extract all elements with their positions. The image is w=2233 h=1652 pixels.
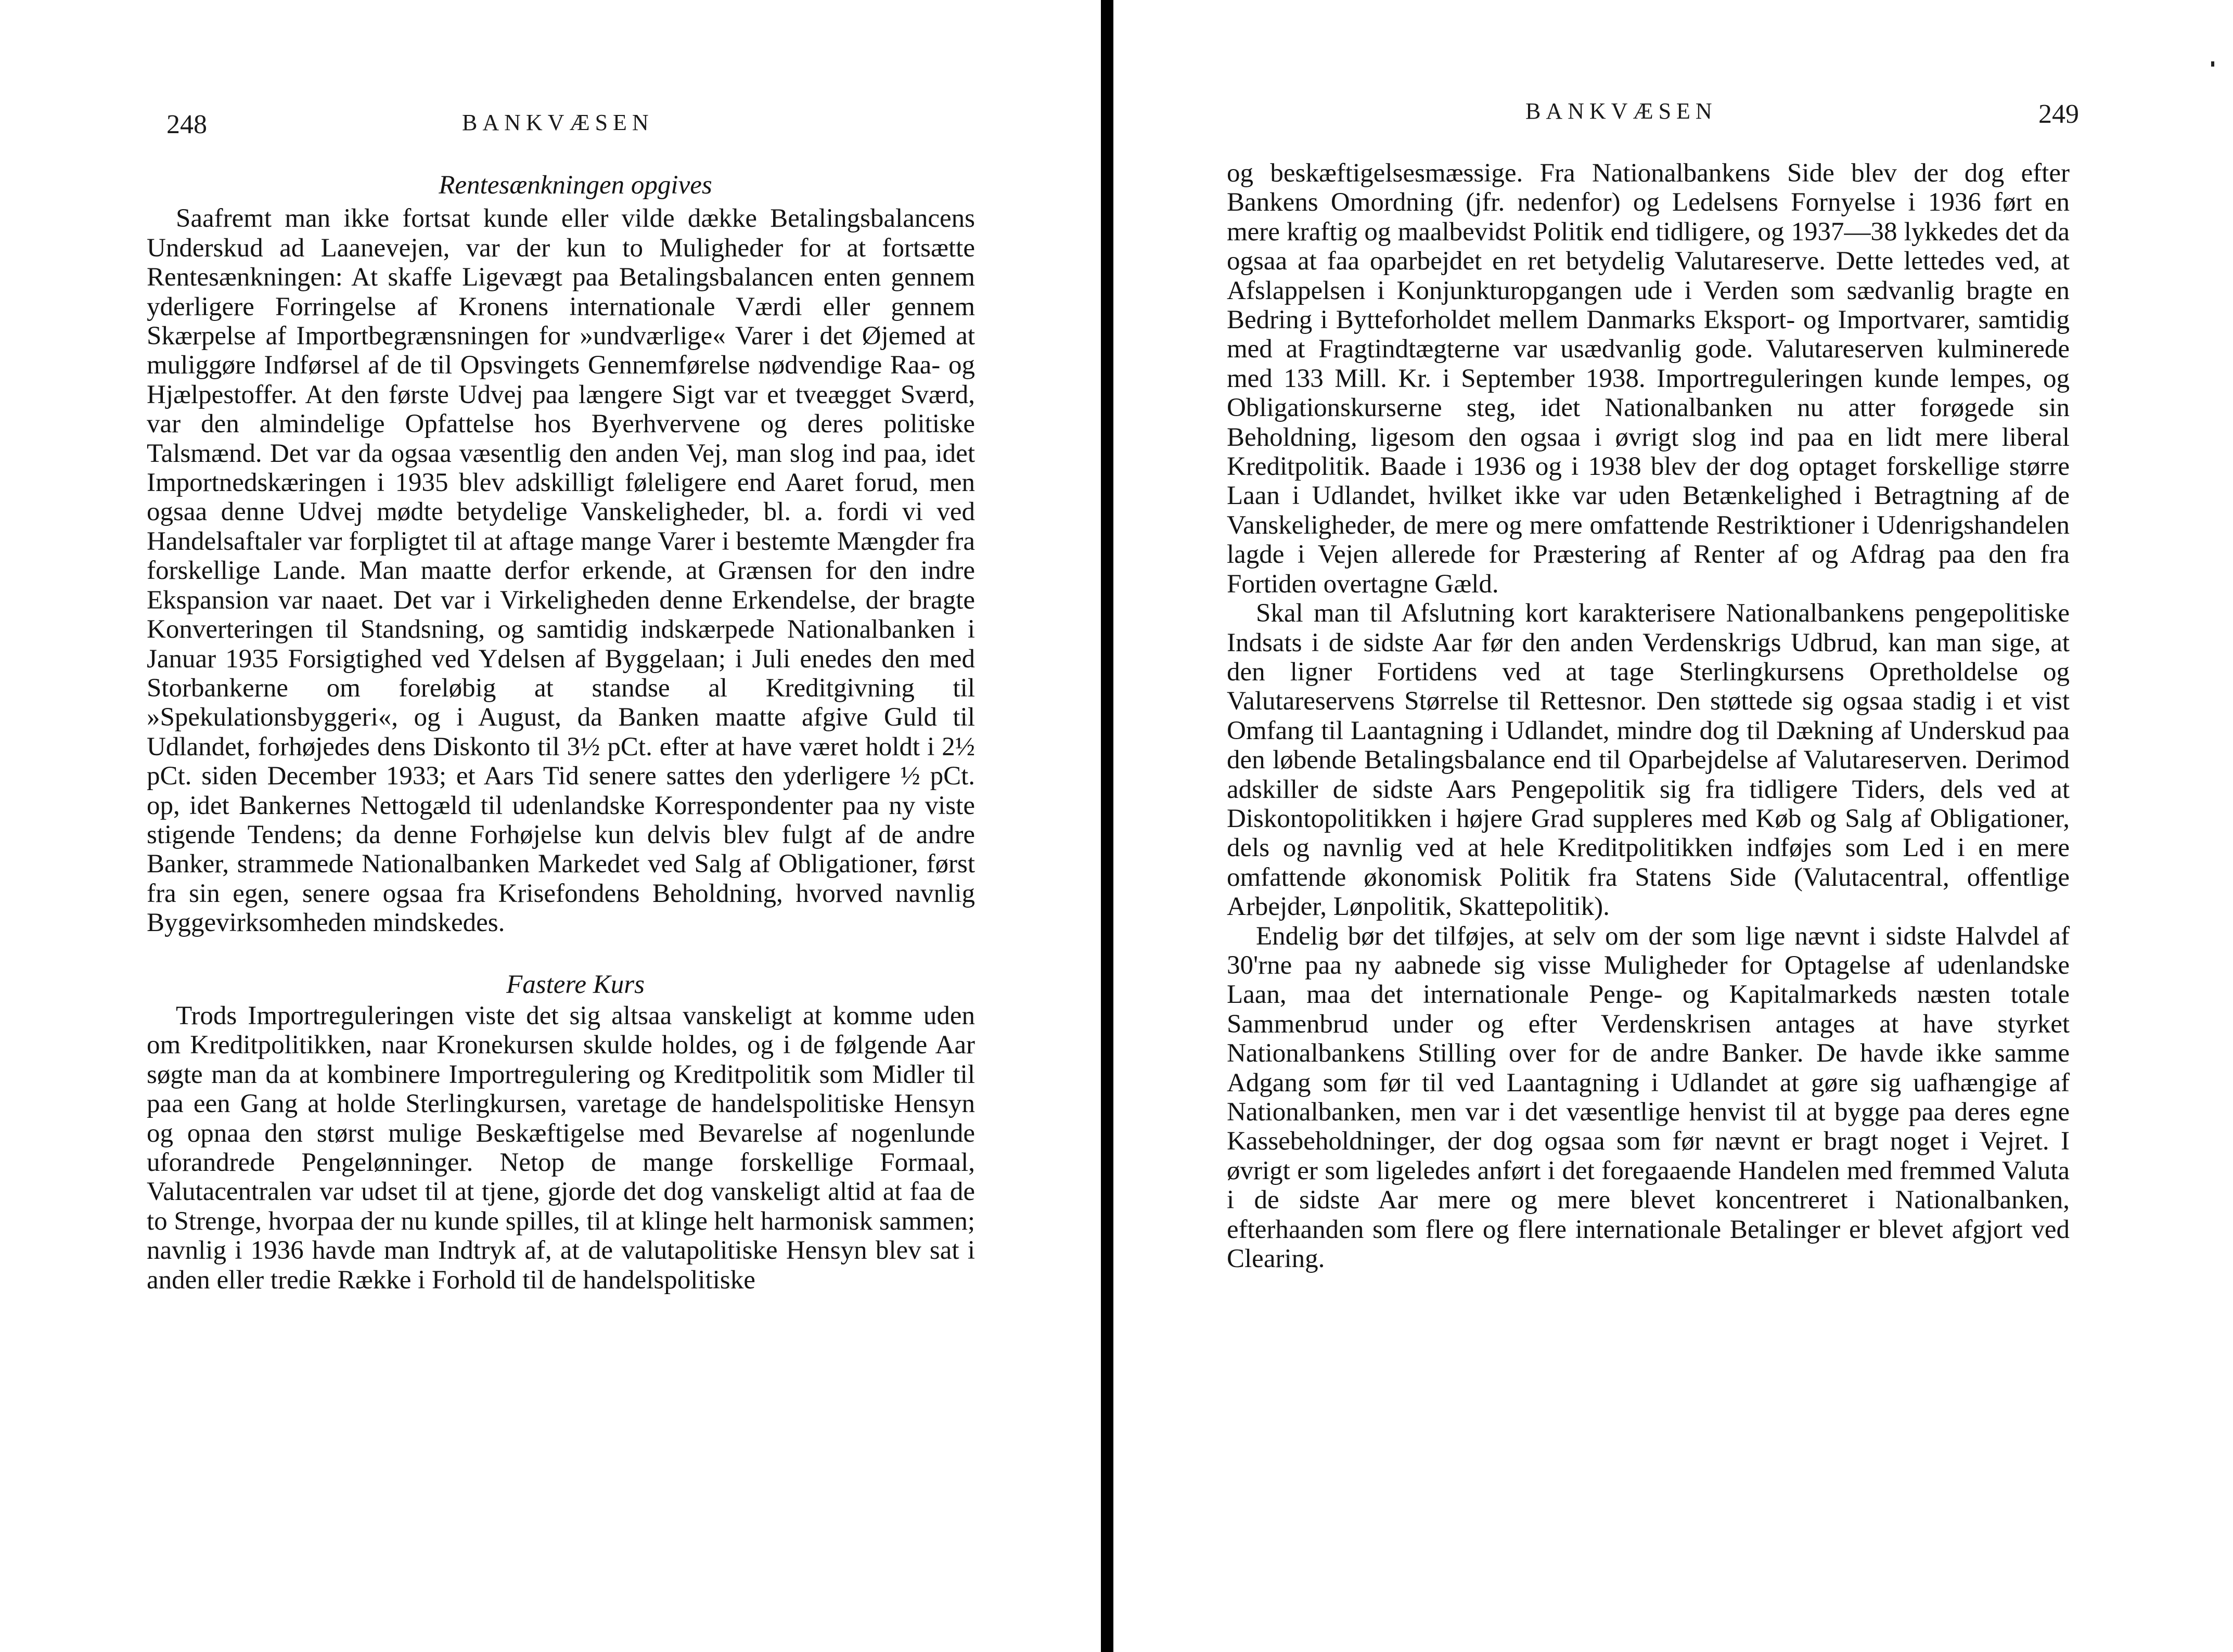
- scan-speck: [2211, 61, 2214, 67]
- running-head: BANKVÆSEN: [462, 110, 654, 135]
- page-number: 248: [166, 110, 207, 139]
- running-head: BANKVÆSEN: [1525, 98, 1717, 124]
- paragraph: Saafremt man ikke fortsat kunde eller vilde dække Betalingsbalancens Underskud ad Laanevejen, var der kun to Muligheder for at fortsætte Rentesænkningen: At skaffe Ligevægt paa Betalingsbalancen enten gennem yderligere Forringelse af Kronens internationale Værdi eller gennem Skærpelse af Importbegrænsningen for »undværlige« Varer i det Øjemed at muliggøre Indførsel af de til Opsvingets Gennemførelse nødvendige Raa- og Hjælpestoffer. At den første Udvej paa længere Sigt var et tveægget Sværd, var den almindelige Opfattelse hos Byerhvervene og deres politiske Talsmænd. Det var da ogsaa væsentlig den anden Vej, man slog ind paa, idet Importnedskæringen i 1935 blev adskilligt føleligere end Aaret forud, men ogsaa denne Udvej mødte betydelige Vanskeligheder, bl. a. fordi vi ved Handelsaftaler var forpligtet til at aftage mange Varer i bestemte Mængder fra forskellige Lande. Man maatte derfor erkende, at Grænsen for den indre Ekspansion var naaet. Det var i Virkeligheden denne Erkendelse, der bragte Konverteringen til Standsning, og samtidig indskærpede Nationalbanken i Januar 1935 Forsigtighed ved Ydelsen af Byggelaan; i Juli enedes den med Storbankerne om foreløbig at standse al Kreditgivning til »Spekulationsbyggeri«, og i August, da Banken maatte afgive Guld til Udlandet, forhøjedes dens Diskonto til 3½ pCt. efter at have været holdt i 2½ pCt. siden December 1933; et Aars Tid senere sattes den yderligere ½ pCt. op, idet Bankernes Nettogæld til udenlandske Korrespondenter paa ny viste stigende Tendens; da denne Forhøjelse kun delvis blev fulgt af de andre Banker, strammede Nationalbanken Markedet ved Salg af Obligationer, først fra sin egen, senere ogsaa fra Krisefondens Beholdning, hvorved navnlig Byggevirksomheden mindskedes.: [147, 204, 975, 938]
- paragraph: Skal man til Afslutning kort karakterisere Nationalbankens pengepolitiske Indsats i de sidste Aar før den anden Verdenskrigs Udbrud, kan man sige, at den ligner Fortidens ved at tage Sterlingkursens Opretholdelse og Valutareservens Størrelse til Rettesnor. Den støttede sig ogsaa stadig i et vist Omfang til Laantagning i Udlandet, mindre dog til Dækning af Underskud paa den løbende Betalingsbalance end til Oparbejdelse af Valutareserven. Derimod adskiller de sidste Aars Pengepolitik sig fra tidligere Tiders, dels ved at Diskontopolitikken i højere Grad suppleres med Køb og Salg af Obligationer, dels og navnlig ved at hele Kreditpolitikken indføjes som Led i en mere omfattende økonomisk Politik fra Statens Side (Valutacentral, offentlige Arbejder, Lønpolitik, Skattepolitik).: [1227, 599, 2070, 922]
- continued-paragraph: og beskæftigelsesmæssige. Fra Nationalbankens Side blev der dog efter Bankens Omordning (jfr. nedenfor) og Ledelsens Fornyelse i 1936 ført en mere kraftig og maalbevidst Politik end tidligere, og 1937—38 lykkedes det da ogsaa at faa oparbejdet en ret betydelig Valutareserve. Dette lettedes ved, at Afslappelsen i Konjunkturopgangen ude i Verden som sædvanlig bragte en Bedring i Bytteforholdet mellem Danmarks Eksport- og Importvarer, samtidig med at Fragtindtægterne var usædvanlig gode. Valutareserven kulminerede med 133 Mill. Kr. i September 1938. Importreguleringen kunde lempes, og Obligationskurserne steg, idet Nationalbanken nu atter forøgede sin Beholdning, ligesom den ogsaa i øvrigt slog ind paa en lidt mere liberal Kreditpolitik. Baade i 1936 og i 1938 blev der dog optaget forskellige større Laan i Udlandet, hvilket ikke var uden Betænkelighed i Betragtning af de Vanskeligheder, de mere og mere omfattende Restriktioner i Udenrigshandelen lagde i Vejen allerede for Præstering af Renter af og Afdrag paa den fra Fortiden overtagne Gæld.: [1227, 159, 2070, 599]
- left-page: [0, 0, 1101, 1652]
- paragraph: Trods Importreguleringen viste det sig altsaa vanskeligt at komme uden om Kreditpolitikken, naar Kronekursen skulde holdes, og i de følgende Aar søgte man da at kombinere Importregulering og Kreditpolitik som Midler til paa een Gang at holde Sterlingkursen, varetage de handelspolitiske Hensyn og opnaa den størst mulige Beskæftigelse med Bevarelse af nogenlunde uforandrede Pengelønninger. Netop de mange forskellige Formaal, Valutacentralen var udset til at tjene, gjorde det dog vanskeligt altid at faa de to Strenge, hvorpaa der nu kunde spilles, til at klinge helt harmonisk sammen; navnlig i 1936 havde man Indtryk af, at de valutapolitiske Hensyn blev sat i anden eller tredie Række i Forhold til de handelspolitiske: [147, 1001, 976, 1295]
- section-heading: Rentesænkningen opgives: [439, 171, 712, 200]
- left-body: [147, 171, 975, 1295]
- right-body: [1227, 159, 2070, 1273]
- page-number: 249: [2038, 99, 2079, 129]
- right-page: [1113, 0, 2233, 1652]
- section-heading: Fastere Kurs: [506, 970, 645, 999]
- paragraph: Endelig bør det tilføjes, at selv om der som lige nævnt i sidste Halvdel af 30'rne paa ny aabnede sig visse Muligheder for Optagelse af udenlandske Laan, maa det internationale Penge- og Kapitalmarkeds næsten totale Sammenbrud under og efter Verdenskrisen antages at have styrket Nationalbankens Stilling over for de andre Banker. De havde ikke samme Adgang som før til ved Laantagning i Udlandet at gøre sig uafhængige af Nationalbanken, men var i det væsentlige henvist til at bygge paa deres egne Kassebeholdninger, der dog ogsaa som før nævnt er bragt noget i Vejret. I øvrigt er som ligeledes anført i det foregaaende Handelen med fremmed Valuta i de sidste Aar mere og mere blevet koncentreret i Nationalbanken, efterhaanden som flere og flere internationale Betalinger er blevet afgjort ved Clearing.: [1227, 921, 2070, 1274]
